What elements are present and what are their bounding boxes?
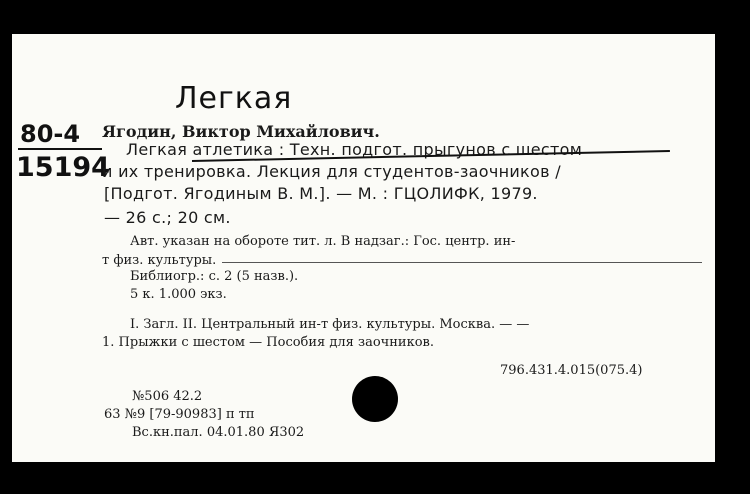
note-line-4: 5 к. 1.000 экз. bbox=[130, 287, 227, 302]
pages-line: — 26 с.; 20 см. bbox=[104, 208, 231, 227]
note-rule bbox=[222, 262, 702, 263]
title-line-1: Легкая атлетика : Техн. подгот. прыгунов с шестом bbox=[126, 140, 583, 159]
tracing-line-2: 1. Прыжки с шестом — Пособия для заочников. bbox=[102, 335, 434, 350]
title-line-2: и их тренировка. Лекция для студентов-заочников / bbox=[102, 162, 561, 181]
note-line-3: Библиогр.: с. 2 (5 назв.). bbox=[130, 269, 299, 284]
catalog-card bbox=[12, 34, 715, 462]
printing-line-1: №506 42.2 bbox=[132, 389, 203, 404]
classification-number: 796.431.4.015(075.4) bbox=[500, 363, 643, 378]
title-line-3: [Подгот. Ягодиным В. М.]. — М. : ГЦОЛИФК, 1979. bbox=[104, 184, 538, 203]
printing-line-2: 63 №9 [79-90983] п тп bbox=[104, 407, 255, 422]
shelf-mark-divider bbox=[18, 148, 102, 150]
tracing-line-1: I. Загл. II. Центральный ин-т физ. культуры. Москва. — — bbox=[130, 317, 530, 332]
note-line-1: Авт. указан на обороте тит. л. В надзаг.: Гос. центр. ин- bbox=[130, 234, 516, 249]
shelf-mark-top: 80-4 bbox=[20, 120, 81, 148]
note-line-2: т физ. культуры. bbox=[102, 253, 217, 268]
author-heading: Ягодин, Виктор Михайлович. bbox=[102, 122, 380, 141]
punch-hole bbox=[352, 376, 398, 422]
shelf-mark-bottom: 15194 bbox=[16, 152, 110, 183]
printing-line-3: Вс.кн.пал. 04.01.80 Я302 bbox=[132, 425, 305, 440]
handwritten-subject: Легкая bbox=[175, 81, 293, 116]
